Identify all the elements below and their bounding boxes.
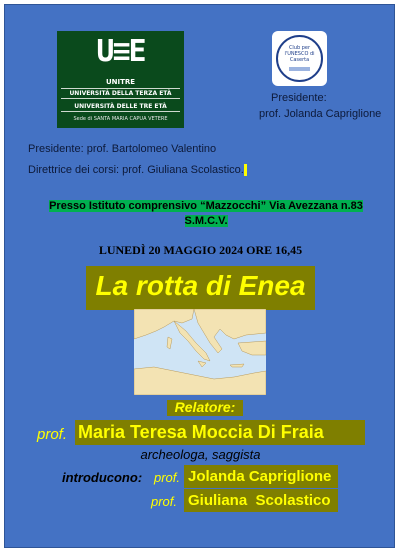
introducers-line-2 — [151, 489, 341, 513]
right-president-label: Presidente: — [271, 92, 327, 104]
speaker-line — [37, 419, 367, 445]
speaker-role: archeologa, saggista — [140, 447, 261, 462]
unesco-flag-bar — [289, 67, 310, 71]
introducers-line-1 — [62, 465, 342, 489]
unesco-club-logo — [272, 31, 327, 86]
unesco-club-text: Club per l'UNESCO di Caserta — [284, 45, 315, 63]
unitre-line-1: UNIVERSITÀ DELLA TERZA ETÀ — [61, 88, 180, 99]
mediterranean-map-image — [134, 309, 266, 395]
unitre-mark: U≡E — [96, 34, 145, 69]
introducers-label: introducono: — [62, 470, 143, 485]
president-line: Presidente: prof. Bartolomeo Valentino — [28, 143, 217, 155]
venue-line-1: Presso Istituto comprensivo “Mazzocchi” Via Avezzana n.83 — [49, 200, 363, 212]
introducer-2-prefix: prof. — [151, 494, 178, 509]
right-president-name: prof. Jolanda Capriglione — [259, 108, 382, 120]
map-drawing — [134, 309, 266, 395]
speaker-name: Maria Teresa Moccia Di Fraia — [78, 422, 324, 442]
unitre-word: UNITRE — [105, 78, 136, 86]
venue-block — [26, 199, 386, 229]
highlight-mark — [244, 164, 247, 176]
speaker-label: Relatore: — [174, 399, 236, 415]
unitre-logo — [57, 31, 184, 128]
event-title: La rotta di Enea — [95, 270, 306, 301]
director-text: Direttrice dei corsi: prof. Giuliana Scolastico. — [28, 164, 244, 176]
speaker-prefix: prof. — [37, 426, 68, 443]
director-line — [28, 164, 247, 176]
unitre-line-2: UNIVERSITÀ DELLE TRE ETÀ — [61, 102, 180, 112]
introducer-1-prefix: prof. — [154, 470, 181, 485]
introducer-2-name: Giuliana Scolastico — [188, 492, 331, 509]
venue-line-2: S.M.C.V. — [184, 215, 228, 227]
unitre-line-3: Sede di SANTA MARIA CAPUA VETERE — [73, 116, 168, 122]
event-date: LUNEDÌ 20 MAGGIO 2024 ORE 16,45 — [98, 243, 303, 257]
introducer-1-name: Jolanda Capriglione — [188, 468, 332, 485]
speaker-label-box — [157, 400, 243, 416]
